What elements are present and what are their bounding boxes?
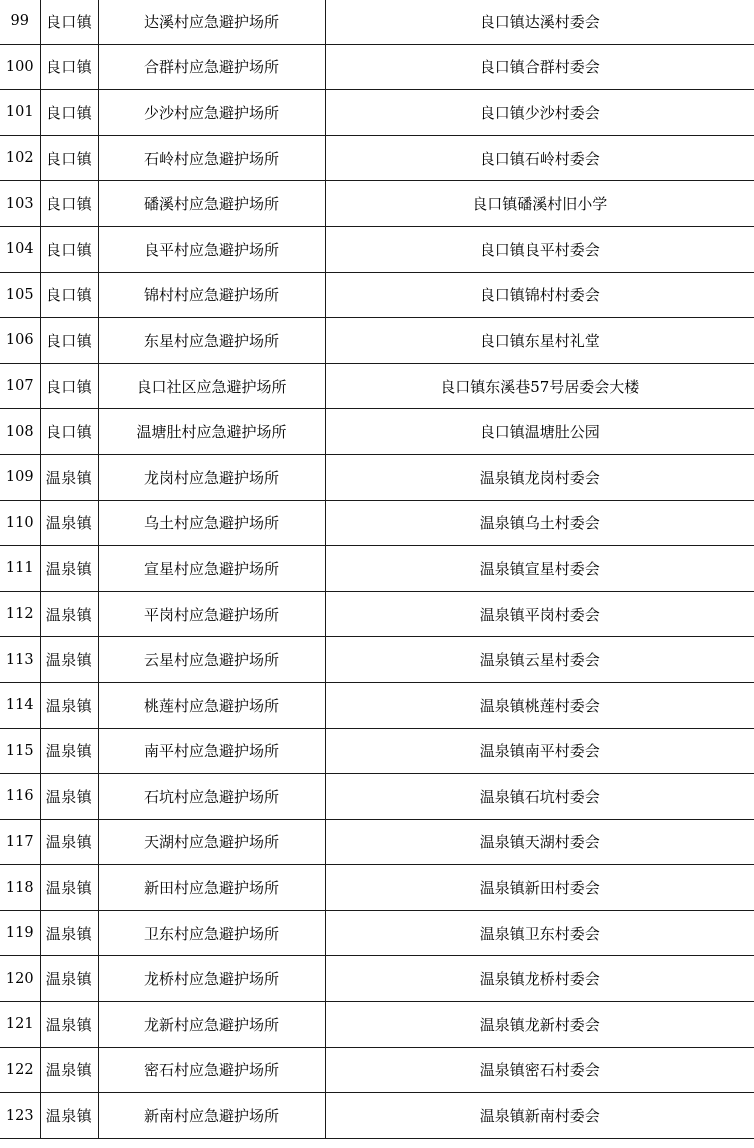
row-number-cell: 119 xyxy=(0,910,40,956)
row-number-cell: 117 xyxy=(0,819,40,865)
town-cell: 良口镇 xyxy=(40,0,98,44)
row-number-cell: 114 xyxy=(0,682,40,728)
address-cell: 温泉镇龙新村委会 xyxy=(325,1002,754,1048)
town-cell: 温泉镇 xyxy=(40,637,98,683)
table-row xyxy=(0,910,754,956)
town-cell: 温泉镇 xyxy=(40,865,98,911)
table-row xyxy=(0,181,754,227)
shelter-name-cell: 达溪村应急避护场所 xyxy=(98,0,325,44)
row-number-cell: 108 xyxy=(0,409,40,455)
address-cell: 温泉镇乌土村委会 xyxy=(325,500,754,546)
table-row xyxy=(0,90,754,136)
address-cell: 温泉镇密石村委会 xyxy=(325,1047,754,1093)
town-cell: 温泉镇 xyxy=(40,500,98,546)
table-row xyxy=(0,865,754,911)
shelter-name-cell: 少沙村应急避护场所 xyxy=(98,90,325,136)
table-row xyxy=(0,272,754,318)
shelter-name-cell: 良平村应急避护场所 xyxy=(98,226,325,272)
table-row xyxy=(0,135,754,181)
address-cell: 良口镇东溪巷57号居委会大楼 xyxy=(325,363,754,409)
table-row xyxy=(0,0,754,44)
row-number-cell: 106 xyxy=(0,318,40,364)
table-row xyxy=(0,637,754,683)
table-row xyxy=(0,546,754,592)
town-cell: 温泉镇 xyxy=(40,546,98,592)
row-number-cell: 100 xyxy=(0,44,40,90)
shelter-name-cell: 新南村应急避护场所 xyxy=(98,1093,325,1139)
address-cell: 温泉镇云星村委会 xyxy=(325,637,754,683)
address-cell: 温泉镇新南村委会 xyxy=(325,1093,754,1139)
row-number-cell: 107 xyxy=(0,363,40,409)
shelter-name-cell: 东星村应急避护场所 xyxy=(98,318,325,364)
address-cell: 温泉镇龙岗村委会 xyxy=(325,454,754,500)
town-cell: 温泉镇 xyxy=(40,1002,98,1048)
address-cell: 良口镇温塘肚公园 xyxy=(325,409,754,455)
row-number-cell: 112 xyxy=(0,591,40,637)
town-cell: 温泉镇 xyxy=(40,910,98,956)
row-number-cell: 105 xyxy=(0,272,40,318)
table-row xyxy=(0,774,754,820)
shelter-name-cell: 石岭村应急避护场所 xyxy=(98,135,325,181)
row-number-cell: 99 xyxy=(0,0,40,44)
address-cell: 温泉镇新田村委会 xyxy=(325,865,754,911)
table-row xyxy=(0,363,754,409)
row-number-cell: 118 xyxy=(0,865,40,911)
address-cell: 良口镇磻溪村旧小学 xyxy=(325,181,754,227)
table-row xyxy=(0,409,754,455)
town-cell: 温泉镇 xyxy=(40,454,98,500)
address-cell: 温泉镇龙桥村委会 xyxy=(325,956,754,1002)
table-row xyxy=(0,728,754,774)
shelter-name-cell: 龙新村应急避护场所 xyxy=(98,1002,325,1048)
table-row xyxy=(0,1047,754,1093)
address-cell: 良口镇石岭村委会 xyxy=(325,135,754,181)
row-number-cell: 116 xyxy=(0,774,40,820)
row-number-cell: 102 xyxy=(0,135,40,181)
shelter-name-cell: 磻溪村应急避护场所 xyxy=(98,181,325,227)
table-row xyxy=(0,44,754,90)
town-cell: 温泉镇 xyxy=(40,956,98,1002)
shelter-name-cell: 天湖村应急避护场所 xyxy=(98,819,325,865)
table-row xyxy=(0,682,754,728)
table-row xyxy=(0,1093,754,1139)
town-cell: 温泉镇 xyxy=(40,591,98,637)
row-number-cell: 103 xyxy=(0,181,40,227)
shelter-name-cell: 乌土村应急避护场所 xyxy=(98,500,325,546)
shelter-name-cell: 锦村村应急避护场所 xyxy=(98,272,325,318)
address-cell: 良口镇锦村村委会 xyxy=(325,272,754,318)
row-number-cell: 122 xyxy=(0,1047,40,1093)
address-cell: 温泉镇南平村委会 xyxy=(325,728,754,774)
row-number-cell: 123 xyxy=(0,1093,40,1139)
address-cell: 温泉镇平岗村委会 xyxy=(325,591,754,637)
town-cell: 良口镇 xyxy=(40,90,98,136)
row-number-cell: 111 xyxy=(0,546,40,592)
town-cell: 温泉镇 xyxy=(40,1093,98,1139)
town-cell: 良口镇 xyxy=(40,135,98,181)
row-number-cell: 113 xyxy=(0,637,40,683)
address-cell: 温泉镇卫东村委会 xyxy=(325,910,754,956)
row-number-cell: 104 xyxy=(0,226,40,272)
row-number-cell: 110 xyxy=(0,500,40,546)
table-row xyxy=(0,226,754,272)
row-number-cell: 101 xyxy=(0,90,40,136)
shelter-name-cell: 温塘肚村应急避护场所 xyxy=(98,409,325,455)
shelter-name-cell: 云星村应急避护场所 xyxy=(98,637,325,683)
town-cell: 良口镇 xyxy=(40,44,98,90)
address-cell: 良口镇少沙村委会 xyxy=(325,90,754,136)
town-cell: 良口镇 xyxy=(40,226,98,272)
address-cell: 温泉镇桃莲村委会 xyxy=(325,682,754,728)
town-cell: 良口镇 xyxy=(40,409,98,455)
town-cell: 良口镇 xyxy=(40,318,98,364)
shelter-name-cell: 龙岗村应急避护场所 xyxy=(98,454,325,500)
address-cell: 温泉镇宣星村委会 xyxy=(325,546,754,592)
shelter-name-cell: 合群村应急避护场所 xyxy=(98,44,325,90)
town-cell: 温泉镇 xyxy=(40,774,98,820)
town-cell: 良口镇 xyxy=(40,363,98,409)
address-cell: 温泉镇天湖村委会 xyxy=(325,819,754,865)
town-cell: 温泉镇 xyxy=(40,728,98,774)
row-number-cell: 120 xyxy=(0,956,40,1002)
table-row xyxy=(0,500,754,546)
shelter-name-cell: 卫东村应急避护场所 xyxy=(98,910,325,956)
shelter-name-cell: 石坑村应急避护场所 xyxy=(98,774,325,820)
table-row xyxy=(0,591,754,637)
shelter-name-cell: 密石村应急避护场所 xyxy=(98,1047,325,1093)
town-cell: 良口镇 xyxy=(40,181,98,227)
table-row xyxy=(0,819,754,865)
shelter-name-cell: 龙桥村应急避护场所 xyxy=(98,956,325,1002)
town-cell: 温泉镇 xyxy=(40,1047,98,1093)
address-cell: 良口镇达溪村委会 xyxy=(325,0,754,44)
table-row xyxy=(0,1002,754,1048)
shelter-name-cell: 平岗村应急避护场所 xyxy=(98,591,325,637)
table-row xyxy=(0,454,754,500)
address-cell: 良口镇良平村委会 xyxy=(325,226,754,272)
table-row xyxy=(0,318,754,364)
town-cell: 温泉镇 xyxy=(40,682,98,728)
shelter-name-cell: 良口社区应急避护场所 xyxy=(98,363,325,409)
row-number-cell: 115 xyxy=(0,728,40,774)
address-cell: 良口镇合群村委会 xyxy=(325,44,754,90)
shelter-name-cell: 南平村应急避护场所 xyxy=(98,728,325,774)
shelter-name-cell: 宣星村应急避护场所 xyxy=(98,546,325,592)
table-row xyxy=(0,956,754,1002)
town-cell: 良口镇 xyxy=(40,272,98,318)
shelter-name-cell: 新田村应急避护场所 xyxy=(98,865,325,911)
address-cell: 良口镇东星村礼堂 xyxy=(325,318,754,364)
shelter-name-cell: 桃莲村应急避护场所 xyxy=(98,682,325,728)
row-number-cell: 121 xyxy=(0,1002,40,1048)
town-cell: 温泉镇 xyxy=(40,819,98,865)
address-cell: 温泉镇石坑村委会 xyxy=(325,774,754,820)
row-number-cell: 109 xyxy=(0,454,40,500)
